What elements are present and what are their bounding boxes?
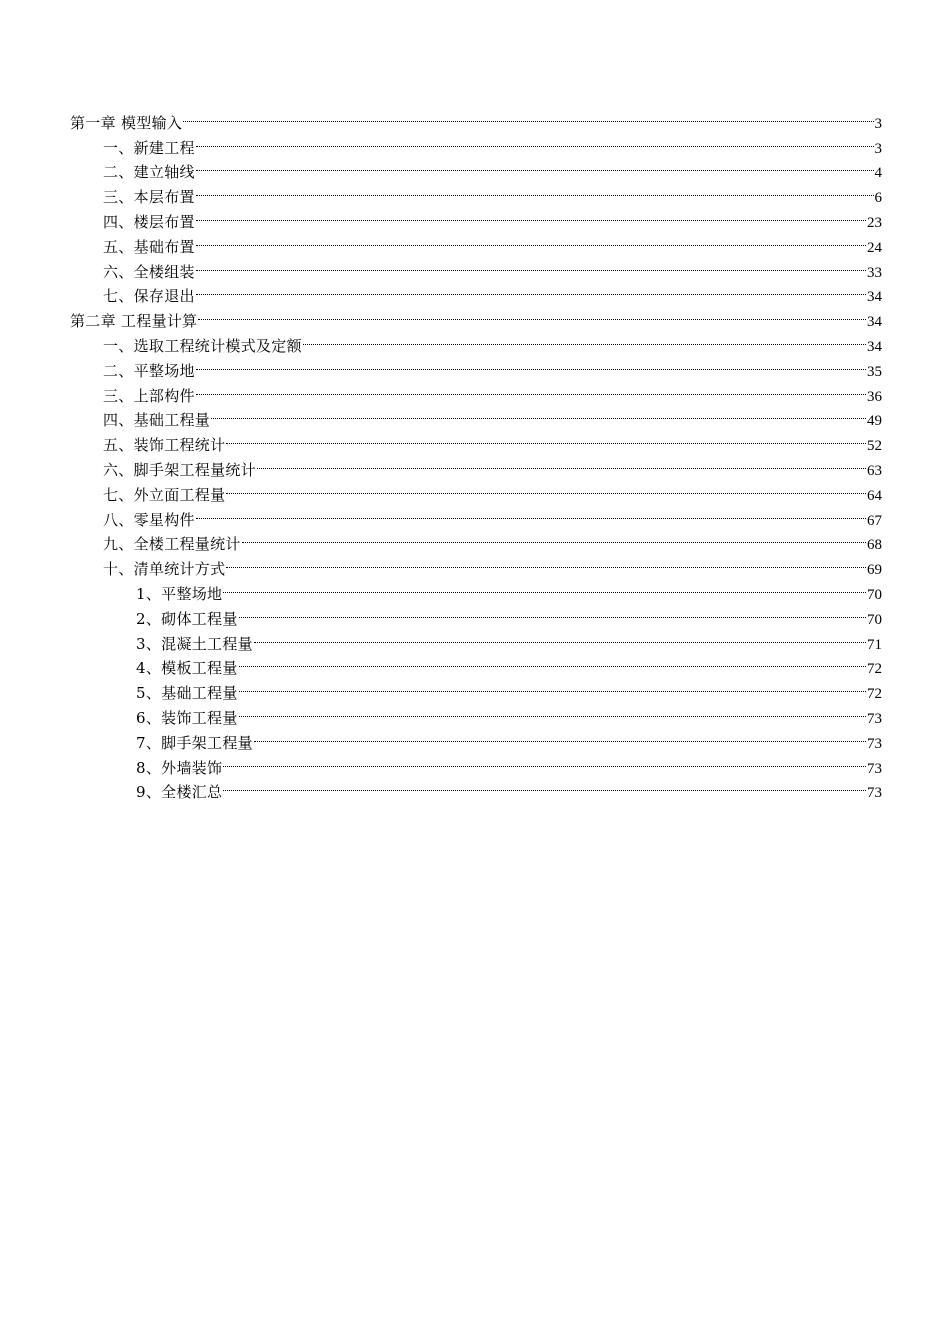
toc-dot-leader (257, 450, 866, 475)
toc-dot-leader (254, 624, 866, 649)
toc-entry-page-number: 33 (867, 264, 882, 281)
toc-entry-title: 二、平整场地 (103, 361, 195, 380)
toc-entry-page-number: 52 (867, 438, 882, 455)
toc-entry-page-number: 69 (867, 562, 882, 579)
toc-entry-title: 9、全楼汇总 (136, 783, 223, 802)
toc-entry-title: 九、全楼工程量统计 (103, 535, 241, 554)
toc-dot-leader (196, 177, 874, 202)
toc-entry-page-number: 71 (867, 636, 882, 653)
toc-entry-page-number: 68 (867, 537, 882, 554)
toc-dot-leader (239, 599, 866, 624)
toc-dot-leader (196, 277, 866, 302)
toc-entry-page-number: 34 (867, 289, 882, 306)
toc-dot-leader (223, 574, 866, 599)
toc-dot-leader (223, 748, 866, 773)
toc-entry-title: 4、模板工程量 (136, 659, 238, 678)
toc-entry-title: 第二章 工程量计算 (70, 312, 198, 331)
toc-entry-title: 三、上部构件 (103, 386, 195, 405)
toc-entry-title: 8、外墙装饰 (136, 758, 223, 777)
toc-entry-title: 一、新建工程 (103, 138, 195, 157)
toc-dot-leader (196, 202, 866, 227)
toc-entry-title: 2、砌体工程量 (136, 609, 238, 628)
toc-entry-page-number: 34 (867, 314, 882, 331)
toc-dot-leader (196, 252, 866, 277)
toc-dot-leader (239, 698, 866, 723)
toc-entry-page-number: 6 (874, 190, 882, 207)
toc-entry-page-number: 3 (874, 140, 882, 157)
toc-entry-page-number: 70 (867, 611, 882, 628)
toc-entry-title: 六、全楼组装 (103, 262, 195, 281)
toc-entry-title: 5、基础工程量 (136, 684, 238, 703)
toc-entry-page-number: 64 (867, 487, 882, 504)
toc-entry-page-number: 23 (867, 214, 882, 231)
toc-entry-title: 7、脚手架工程量 (136, 733, 253, 752)
toc-entry[interactable] (70, 103, 882, 132)
toc-entry-page-number: 70 (867, 586, 882, 603)
toc-dot-leader (303, 326, 866, 351)
toc-entry-page-number: 73 (867, 760, 882, 777)
toc-entry-title: 七、外立面工程量 (103, 485, 226, 504)
toc-entry-page-number: 36 (867, 388, 882, 405)
toc-entry-title: 五、基础布置 (103, 237, 195, 256)
toc-entry-title: 6、装饰工程量 (136, 708, 238, 727)
toc-entry-title: 一、选取工程统计模式及定额 (103, 336, 302, 355)
table-of-contents (70, 103, 882, 802)
toc-dot-leader (242, 525, 866, 550)
toc-dot-leader (211, 401, 866, 426)
toc-dot-leader (196, 376, 866, 401)
toc-entry-title: 五、装饰工程统计 (103, 436, 226, 455)
toc-dot-leader (239, 673, 866, 698)
toc-entry[interactable] (70, 128, 882, 157)
toc-entry-title: 八、零星构件 (103, 510, 195, 529)
toc-entry-page-number: 73 (867, 735, 882, 752)
toc-dot-leader (196, 500, 866, 525)
toc-entry-page-number: 72 (867, 686, 882, 703)
toc-entry-title: 1、平整场地 (136, 584, 223, 603)
toc-entry-page-number: 73 (867, 710, 882, 727)
toc-dot-leader (196, 153, 874, 178)
toc-dot-leader (226, 475, 866, 500)
toc-dot-leader (254, 723, 866, 748)
toc-entry-page-number: 73 (867, 785, 882, 802)
toc-entry-page-number: 72 (867, 661, 882, 678)
toc-dot-leader (196, 128, 874, 153)
toc-entry-title: 十、清单统计方式 (103, 560, 226, 579)
toc-entry-title: 七、保存退出 (103, 287, 195, 306)
toc-entry-title: 3、混凝土工程量 (136, 634, 253, 653)
toc-entry-page-number: 34 (867, 338, 882, 355)
toc-entry-title: 二、建立轴线 (103, 163, 195, 182)
toc-entry-page-number: 35 (867, 363, 882, 380)
toc-dot-leader (183, 103, 873, 128)
toc-dot-leader (196, 227, 866, 252)
toc-dot-leader (223, 773, 866, 798)
toc-dot-leader (239, 649, 866, 674)
toc-entry-title: 第一章 模型输入 (70, 113, 183, 132)
toc-dot-leader (226, 549, 866, 574)
toc-entry-page-number: 67 (867, 512, 882, 529)
toc-entry-page-number: 3 (874, 115, 882, 132)
toc-entry-title: 三、本层布置 (103, 188, 195, 207)
toc-dot-leader (226, 425, 866, 450)
toc-entry-page-number: 4 (874, 165, 882, 182)
toc-entry-page-number: 24 (867, 239, 882, 256)
toc-entry-page-number: 49 (867, 413, 882, 430)
toc-dot-leader (198, 301, 866, 326)
toc-dot-leader (196, 351, 866, 376)
toc-entry-page-number: 63 (867, 462, 882, 479)
toc-entry-title: 六、脚手架工程量统计 (103, 460, 257, 479)
toc-entry-title: 四、基础工程量 (103, 411, 211, 430)
toc-entry-title: 四、楼层布置 (103, 212, 195, 231)
